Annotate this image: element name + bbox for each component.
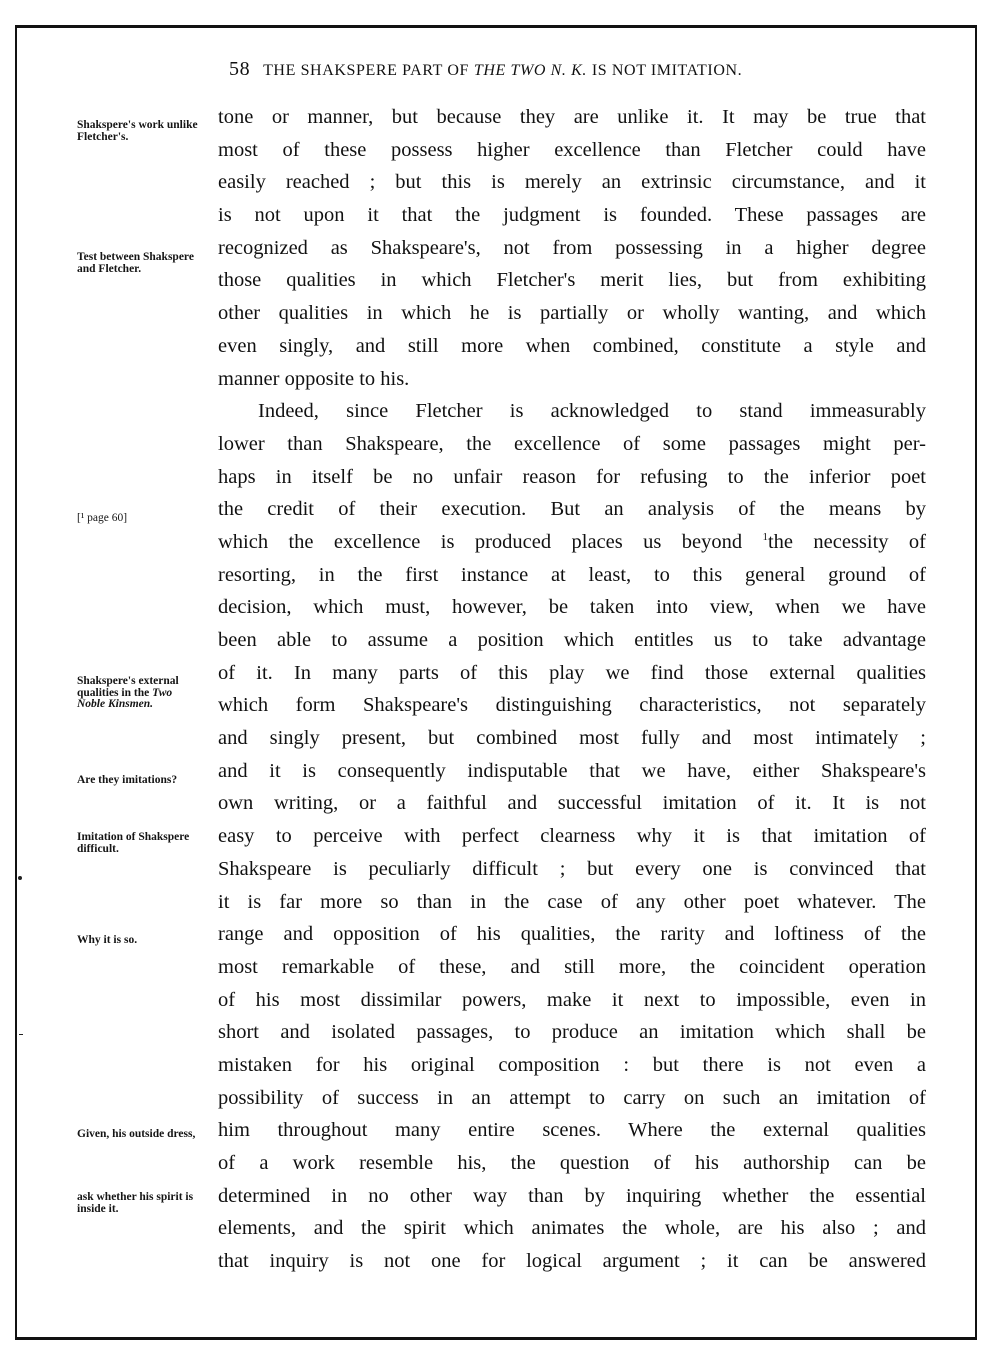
text-segment: the necessity of	[767, 530, 927, 553]
text-line: easy to perceive with perfect clearness why it is that imitation of	[218, 825, 926, 848]
footnote-marker: 1	[762, 530, 768, 543]
running-title-part1: THE SHAKSPERE PART OF	[263, 62, 469, 79]
body-text	[218, 101, 926, 1278]
margin-note-unlike-fletcher: Shakspere's work unlike Fletcher's.	[77, 119, 198, 143]
text-line: him throughout many entire scenes. Where the external qualities	[218, 1119, 926, 1142]
text-line: of his most dissimilar powers, make it next to impossible, even in	[218, 988, 926, 1011]
text-line: it is far more so than in the case of any other poet whatever. The	[218, 890, 926, 913]
text-line: lower than Shakspeare, the excellence of some passages might per-	[218, 432, 926, 455]
page-number: 58	[229, 58, 251, 80]
margin-note-imitation-difficult: Imitation of Shakspere difficult.	[77, 831, 190, 855]
text-line: most remarkable of these, and still more, the coincident operation	[218, 955, 926, 978]
text-line: is not upon it that the judgment is founded. These passages are	[218, 204, 926, 227]
text-line: other qualities in which he is partially or wholly wanting, and which	[218, 302, 926, 325]
text-line: elements, and the spirit which animates the whole, are his also ; and	[218, 1217, 926, 1240]
text-line: haps in itself be no unfair reason for refusing to the inferior poet	[218, 465, 926, 488]
margin-note-page-ref: [¹ page 60]	[77, 512, 128, 524]
text-line: recognized as Shakspeare's, not from possessing in a higher degree	[218, 236, 926, 259]
text-line: possibility of success in an attempt to carry on such an imitation of	[218, 1086, 926, 1109]
margin-note-spirit-inside: ask whether his spirit is inside it.	[77, 1191, 194, 1215]
text-line-with-footnote	[218, 526, 926, 559]
text-line: easily reached ; but this is merely an extrinsic circumstance, and it	[218, 171, 926, 194]
margin-note-why: Why it is so.	[77, 934, 138, 946]
margin-note-test-between: Test between Shakspere and Fletcher.	[77, 251, 194, 275]
text-line: mistaken for his original composition : but there is not even a	[218, 1053, 926, 1076]
margin-note-external-qualities	[77, 676, 202, 711]
text-line: that inquiry is not one for logical argument ; it can be answered	[218, 1250, 926, 1273]
text-line: short and isolated passages, to produce an imitation which shall be	[218, 1021, 926, 1044]
text-line: of a work resemble his, the question of his authorship can be	[218, 1152, 926, 1174]
text-line: and singly present, but combined most fully and most intimately ;	[218, 727, 926, 750]
scan-speck	[18, 876, 22, 880]
text-line: own writing, or a faithful and successful imitation of it. It is not	[218, 792, 926, 815]
text-line: determined in no other way than by inquiring whether the essential	[218, 1184, 926, 1207]
text-line: been able to assume a position which entitles us to take advantage	[218, 629, 926, 651]
text-line: which form Shakspeare's distinguishing characteristics, not separately	[218, 694, 926, 717]
paragraph-start-line: Indeed, since Fletcher is acknowledged to stand immeasurably	[258, 400, 926, 423]
margin-note-play-title: Two Noble Kinsmen.	[77, 686, 173, 710]
text-line: the credit of their execution. But an analysis of the means by	[218, 498, 926, 521]
text-line: even singly, and still more when combined, constitute a style and	[218, 334, 926, 357]
text-line: those qualities in which Fletcher's merit lies, but from exhibiting	[218, 269, 926, 292]
text-line: range and opposition of his qualities, the rarity and loftiness of the	[218, 923, 926, 946]
text-segment: which the excellence is produced places us beyond	[218, 530, 743, 553]
running-title-part2: IS NOT IMITATION.	[591, 62, 743, 79]
text-line: resorting, in the first instance at least, to this general ground of	[218, 563, 926, 586]
text-line: Shakspeare is peculiarly difficult ; but every one is convinced that	[218, 857, 926, 880]
text-line: manner opposite to his.	[218, 367, 410, 390]
running-head	[229, 58, 939, 81]
margin-note-external-qualities-text: Shakspere's external qualities in the	[77, 675, 179, 699]
text-line: most of these possess higher excellence than Fletcher could have	[218, 138, 926, 161]
text-line: of it. In many parts of this play we find those external qualities	[218, 661, 926, 684]
text-line: decision, which must, however, be taken into view, when we have	[218, 596, 926, 619]
margin-note-outside-dress: Given, his outside dress,	[77, 1128, 196, 1140]
running-title-italic: THE TWO N. K.	[473, 62, 587, 79]
text-line: tone or manner, but because they are unlike it. It may be true that	[218, 106, 926, 128]
scan-speck	[19, 1034, 23, 1035]
text-line: and it is consequently indisputable that we have, either Shakspeare's	[218, 759, 926, 782]
margin-note-imitations: Are they imitations?	[77, 774, 178, 786]
